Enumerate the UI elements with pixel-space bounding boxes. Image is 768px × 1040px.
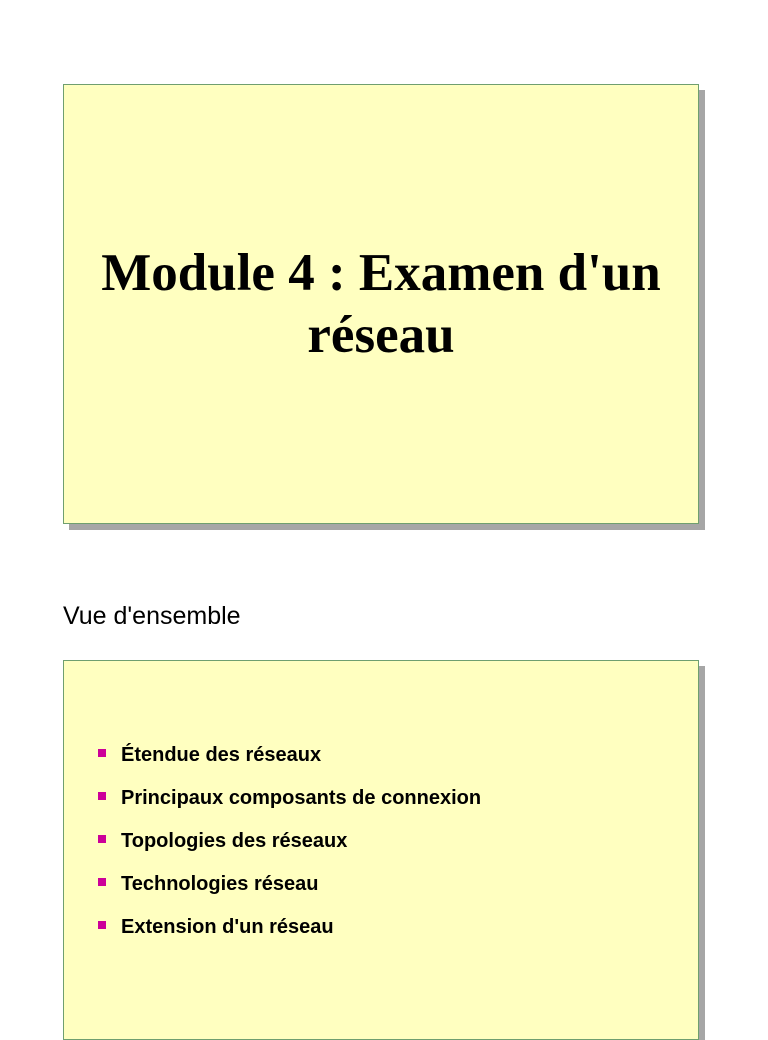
list-item bbox=[98, 734, 481, 777]
square-bullet-icon bbox=[98, 921, 106, 929]
list-item-label: Topologies des réseaux bbox=[121, 830, 348, 852]
list-item-label: Extension d'un réseau bbox=[121, 916, 334, 938]
slide-title: Module 4 : Examen d'un réseau bbox=[101, 244, 661, 364]
square-bullet-icon bbox=[98, 878, 106, 886]
list-item bbox=[98, 863, 481, 906]
square-bullet-icon bbox=[98, 749, 106, 757]
list-item-label: Principaux composants de connexion bbox=[121, 787, 482, 809]
square-bullet-icon bbox=[98, 792, 106, 800]
list-item-label: Étendue des réseaux bbox=[121, 744, 322, 766]
section-heading: Vue d'ensemble bbox=[63, 602, 241, 630]
overview-list bbox=[98, 734, 481, 949]
square-bullet-icon bbox=[98, 835, 106, 843]
list-item-label: Technologies réseau bbox=[121, 873, 319, 895]
list-item bbox=[98, 906, 481, 949]
list-item bbox=[98, 777, 481, 820]
title-slide bbox=[63, 84, 699, 524]
list-item bbox=[98, 820, 481, 863]
overview-slide bbox=[63, 660, 699, 1040]
